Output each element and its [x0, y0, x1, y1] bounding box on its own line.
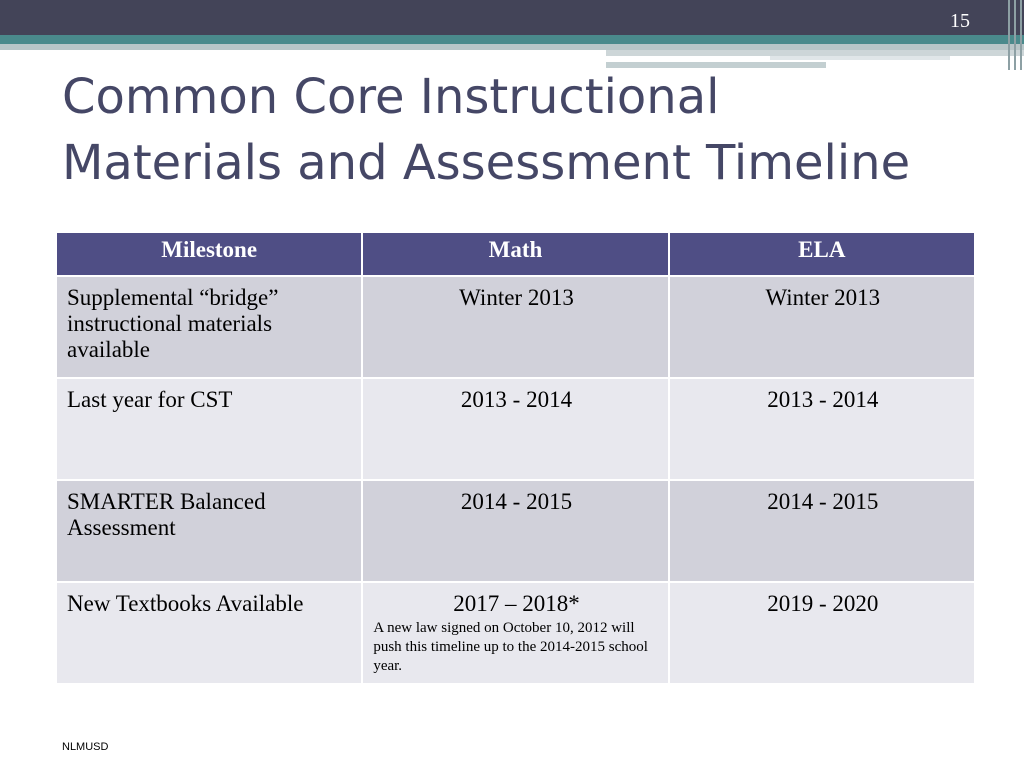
ela-cell: Winter 2013	[669, 276, 975, 378]
decorative-stripe	[1008, 0, 1010, 70]
table-header-row	[56, 232, 975, 276]
title-line-1: Common Core Instructional	[62, 69, 720, 125]
column-header-ela: ELA	[669, 232, 975, 276]
decorative-stripe	[770, 56, 950, 60]
math-value: 2017 – 2018*	[453, 591, 580, 616]
table-row	[56, 480, 975, 582]
ela-cell: 2019 - 2020	[669, 582, 975, 684]
title-line-2: Materials and Assessment Timeline	[62, 135, 911, 191]
table-row	[56, 276, 975, 378]
slide-number: 15	[950, 10, 970, 32]
milestone-cell: SMARTER Balanced Assessment	[56, 480, 362, 582]
table-row	[56, 378, 975, 480]
math-cell	[362, 582, 668, 684]
math-cell: 2014 - 2015	[362, 480, 668, 582]
milestone-cell: New Textbooks Available	[56, 582, 362, 684]
timeline-table	[55, 231, 976, 685]
math-cell: Winter 2013	[362, 276, 668, 378]
milestone-cell: Supplemental “bridge” instructional materials available	[56, 276, 362, 378]
ela-cell: 2013 - 2014	[669, 378, 975, 480]
table-row	[56, 582, 975, 684]
decorative-stripe	[1020, 0, 1022, 70]
column-header-math: Math	[362, 232, 668, 276]
math-footnote: A new law signed on October 10, 2012 will push this timeline up to the 2014-2015 school year.	[373, 620, 648, 674]
milestone-cell: Last year for CST	[56, 378, 362, 480]
decorative-stripe	[0, 35, 1024, 44]
timeline-table-container	[55, 231, 976, 685]
footer-label: NLMUSD	[62, 741, 109, 753]
column-header-milestone: Milestone	[56, 232, 362, 276]
ela-cell: 2014 - 2015	[669, 480, 975, 582]
math-cell: 2013 - 2014	[362, 378, 668, 480]
top-banner	[0, 0, 1024, 35]
slide-title	[62, 64, 982, 196]
decorative-stripe	[1014, 0, 1016, 70]
